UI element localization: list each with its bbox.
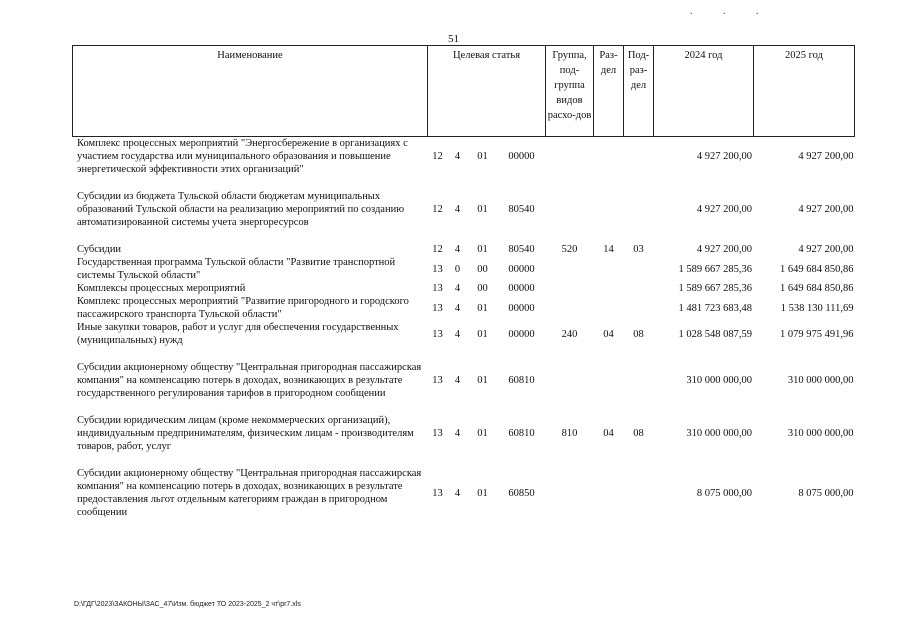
row-target-2: 0 [454, 263, 461, 275]
row-amount-2024: 4 927 200,00 [696, 244, 752, 255]
row-spacer [73, 347, 855, 361]
row-name: Комплекс процессных мероприятий "Развитие пригородного и городского пассажирского транспорта Тульской области" [77, 296, 409, 320]
row-amount-2024: 1 589 667 285,36 [678, 283, 752, 294]
row-target-2: 4 [454, 204, 461, 215]
table-row [73, 137, 855, 177]
row-subsection [624, 137, 654, 177]
row-section [594, 190, 624, 229]
row-amount-2024: 4 927 200,00 [696, 151, 752, 162]
row-amount-2024: 1 481 723 683,48 [678, 302, 752, 314]
row-section [594, 256, 624, 282]
row-amount-2024: 310 000 000,00 [686, 375, 752, 386]
row-amount-2025: 1 649 684 850,86 [780, 283, 854, 294]
row-section [594, 137, 624, 177]
row-target-2: 4 [454, 428, 461, 439]
row-target-2: 4 [454, 151, 461, 162]
row-target-2: 4 [454, 283, 461, 294]
row-target-1: 12 [432, 204, 443, 215]
row-group: 520 [561, 244, 578, 255]
row-target-4: 00000 [508, 151, 535, 162]
row-target-3: 01 [477, 151, 488, 162]
row-target-2: 4 [454, 375, 461, 386]
table-row [73, 282, 855, 295]
row-section [594, 282, 624, 295]
row-target-2: 4 [454, 244, 461, 255]
table-row [73, 361, 855, 400]
row-name: Субсидии юридическим лицам (кроме некоммерческих организаций), индивидуальным предпринимателям, физическим лицам - производителям товаров, работ, услуг [77, 415, 414, 452]
row-target-1: 13 [432, 328, 443, 340]
row-target-3: 01 [477, 244, 488, 255]
row-subsection [624, 190, 654, 229]
row-name: Субсидии акционерному обществу "Центральная пригородная пассажирская компания" на компенсацию потерь в доходах, возникающих в результате государственного регулирования тарифов в пригородном сообщении [77, 362, 422, 399]
row-amount-2024: 310 000 000,00 [686, 428, 752, 439]
row-target-3: 01 [477, 428, 488, 439]
row-amount-2025: 1 538 130 111,69 [780, 302, 854, 314]
row-name: Субсидии [77, 244, 122, 255]
row-group [546, 361, 594, 400]
row-group [546, 282, 594, 295]
top-marks: . . . [690, 6, 773, 17]
row-name: Государственная программа Тульской области "Развитие транспортной системы Тульской области" [77, 257, 396, 281]
row-subsection [624, 256, 654, 282]
row-section [594, 361, 624, 400]
row-name: Иные закупки товаров, работ и услуг для обеспечения государственных (муниципальных) нужд [77, 322, 399, 346]
header-name: Наименование [73, 46, 428, 137]
file-path-footer: D:\ГДГ\2023\ЗАКОНЫ\ЗАС_47\Изм. бюджет ТО 2023-2025_2 чт\pr7.xls [74, 601, 301, 608]
row-group: 240 [561, 328, 578, 340]
row-amount-2025: 1 079 975 491,96 [780, 328, 854, 340]
row-target-1: 13 [432, 428, 443, 439]
row-target-3: 01 [477, 375, 488, 386]
table-row [73, 414, 855, 453]
row-subsection [624, 295, 654, 321]
row-amount-2025: 310 000 000,00 [787, 375, 854, 386]
header-subsection: Под-раз-дел [624, 46, 654, 137]
header-expense-group: Группа, под-группа видов расхо-дов [546, 46, 594, 137]
row-target-4: 00000 [508, 302, 535, 314]
row-target-1: 12 [432, 151, 443, 162]
row-section: 04 [603, 428, 614, 439]
row-target-4: 60810 [508, 428, 535, 439]
row-spacer [73, 229, 855, 243]
header-target-article: Целевая статья [428, 46, 546, 137]
row-section: 14 [603, 244, 614, 255]
row-target-4: 00000 [508, 263, 535, 275]
row-name: Комплексы процессных мероприятий [77, 283, 246, 294]
row-subsection: 08 [633, 328, 644, 340]
row-target-1: 12 [432, 244, 443, 255]
row-target-2: 4 [454, 328, 461, 340]
row-target-4: 80540 [508, 204, 535, 215]
table-row [73, 190, 855, 229]
row-name: Субсидии из бюджета Тульской области бюджетам муниципальных образований Тульской области на реализацию мероприятий по созданию автоматизированной системы учета энергоресурсов [77, 191, 405, 228]
header-year-2024: 2024 год [654, 46, 754, 137]
row-amount-2024: 4 927 200,00 [696, 204, 752, 215]
row-amount-2025: 310 000 000,00 [787, 428, 854, 439]
row-spacer [73, 400, 855, 414]
row-section: 04 [603, 328, 614, 340]
row-subsection [624, 361, 654, 400]
row-target-3: 00 [477, 263, 488, 275]
row-group: 810 [561, 428, 578, 439]
row-amount-2025: 8 075 000,00 [798, 487, 854, 499]
row-group [546, 137, 594, 177]
table-row [73, 321, 855, 347]
row-target-3: 00 [477, 283, 488, 294]
row-target-2: 4 [454, 487, 461, 499]
row-target-1: 13 [432, 375, 443, 386]
row-subsection: 08 [633, 428, 644, 439]
row-amount-2025: 4 927 200,00 [798, 204, 854, 215]
page-number: 51 [448, 33, 459, 45]
row-subsection [624, 282, 654, 295]
row-target-4: 60810 [508, 375, 535, 386]
row-group [546, 467, 594, 519]
row-spacer [73, 453, 855, 467]
row-group [546, 256, 594, 282]
row-subsection: 03 [633, 244, 644, 255]
row-target-1: 13 [432, 263, 443, 275]
row-target-4: 00000 [508, 328, 535, 340]
header-year-2025: 2025 год [754, 46, 855, 137]
row-target-1: 13 [432, 487, 443, 499]
table-row [73, 256, 855, 282]
row-amount-2024: 1 589 667 285,36 [678, 263, 752, 275]
row-group [546, 190, 594, 229]
budget-table [72, 45, 855, 519]
row-amount-2024: 1 028 548 087,59 [678, 328, 752, 340]
row-amount-2025: 4 927 200,00 [798, 244, 854, 255]
row-target-4: 80540 [508, 244, 535, 255]
row-target-4: 00000 [508, 283, 535, 294]
table-row [73, 295, 855, 321]
row-amount-2025: 1 649 684 850,86 [780, 263, 854, 275]
row-section [594, 295, 624, 321]
row-name: Субсидии акционерному обществу "Центральная пригородная пассажирская компания" на компенсацию потерь в доходах, возникающих в результате предоставления льгот отдельным категориям граждан в пригородном сообщении [77, 468, 422, 518]
table-row [73, 243, 855, 256]
row-target-3: 01 [477, 302, 488, 314]
row-target-2: 4 [454, 302, 461, 314]
table-row [73, 467, 855, 519]
row-group [546, 295, 594, 321]
row-target-3: 01 [477, 328, 488, 340]
header-section: Раз-дел [594, 46, 624, 137]
row-spacer [73, 176, 855, 190]
row-section [594, 467, 624, 519]
row-name: Комплекс процессных мероприятий "Энергосбережение в организациях с участием государства или муниципального образования и повышение энергетической эффективности этих организаций" [77, 138, 408, 175]
row-target-3: 01 [477, 204, 488, 215]
row-amount-2025: 4 927 200,00 [798, 151, 854, 162]
row-target-3: 01 [477, 487, 488, 499]
row-amount-2024: 8 075 000,00 [696, 487, 752, 499]
row-target-4: 60850 [508, 487, 535, 499]
row-subsection [624, 467, 654, 519]
row-target-1: 13 [432, 283, 443, 294]
row-target-1: 13 [432, 302, 443, 314]
header-row [73, 46, 855, 137]
